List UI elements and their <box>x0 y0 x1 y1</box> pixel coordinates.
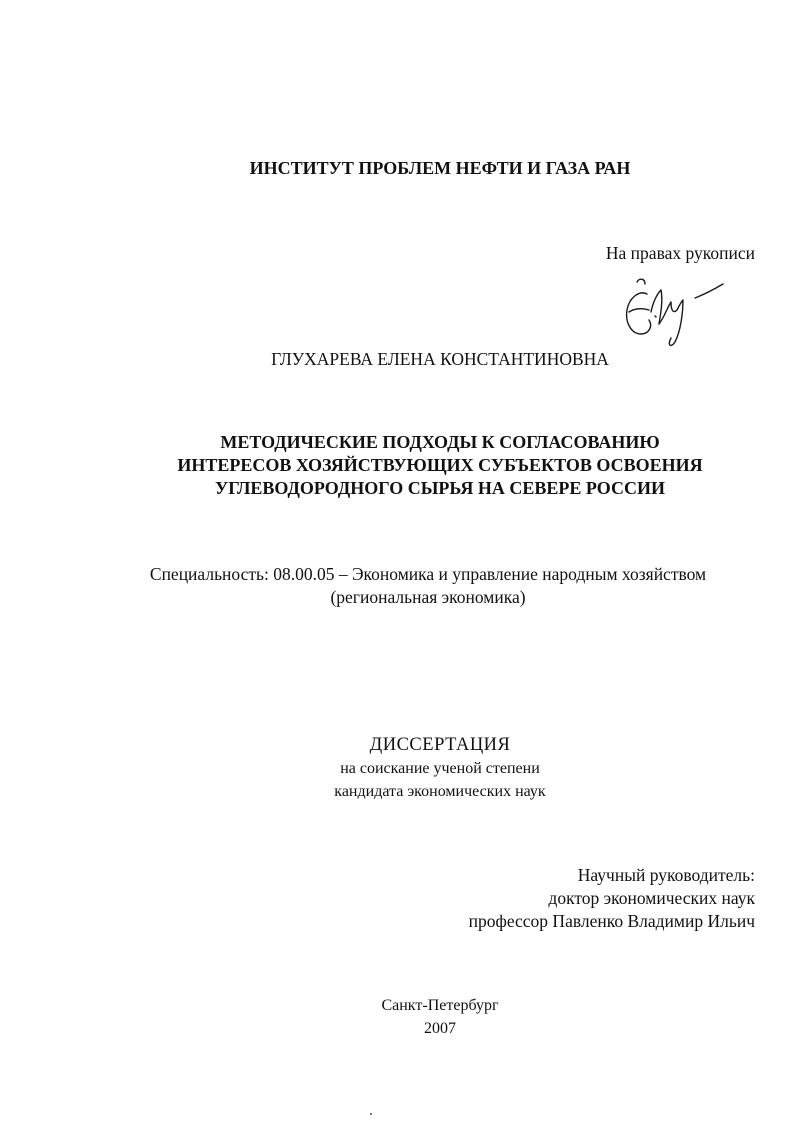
specialty-block <box>0 563 793 609</box>
manuscript-note: На правах рукописи <box>605 243 755 263</box>
institute-name: ИНСТИТУТ ПРОБЛЕМ НЕФТИ И ГАЗА РАН <box>249 158 631 178</box>
title-line: УГЛЕВОДОРОДНОГО СЫРЬЯ НА СЕВЕРЕ РОССИИ <box>215 478 665 498</box>
supervisor-name: профессор Павленко Владимир Ильич <box>468 911 755 931</box>
signature-image <box>615 272 735 352</box>
city-name: Санкт-Петербург <box>381 997 499 1014</box>
supervisor-block <box>469 864 755 933</box>
supervisor-label: Научный руководитель: <box>577 865 755 885</box>
specialty-line: Специальность: 08.00.05 – Экономика и управление народным хозяйством <box>149 564 707 584</box>
title-line: ИНТЕРЕСОВ ХОЗЯЙСТВУЮЩИХ СУБЪЕКТОВ ОСВОЕНИЯ <box>177 455 703 475</box>
dissertation-title <box>0 431 793 500</box>
degree-line-2: кандидата экономических наук <box>334 783 546 800</box>
supervisor-degree: доктор экономических наук <box>548 888 755 908</box>
dissertation-heading: ДИССЕРТАЦИЯ <box>369 735 511 755</box>
year: 2007 <box>424 1020 456 1037</box>
degree-line-1: на соискание ученой степени <box>340 760 540 777</box>
author-name: ГЛУХАРЕВА ЕЛЕНА КОНСТАНТИНОВНА <box>271 349 609 369</box>
dissertation-block <box>0 734 793 803</box>
scan-speck <box>370 1113 372 1115</box>
place-and-year <box>0 994 793 1040</box>
title-line: МЕТОДИЧЕСКИЕ ПОДХОДЫ К СОГЛАСОВАНИЮ <box>220 432 660 452</box>
specialty-subline: (региональная экономика) <box>330 587 526 607</box>
